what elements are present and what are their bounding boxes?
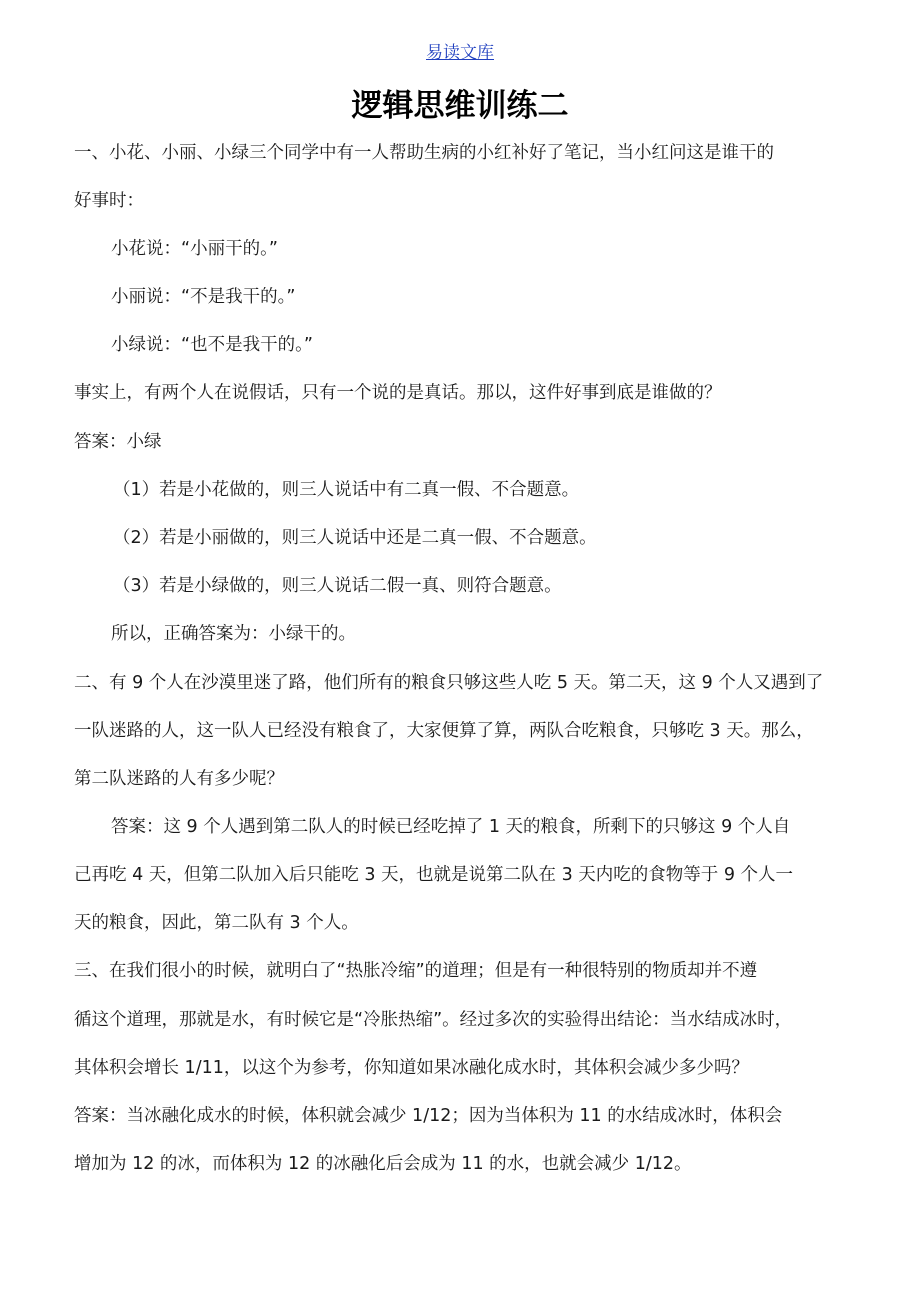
- q1-statement-xiaoli: 小丽说：“不是我干的。”: [111, 287, 296, 307]
- q1-answer: 答案：小绿: [74, 432, 162, 452]
- q2-answer-line-1: 答案：这 9 个人遇到第二队人的时候已经吃掉了 1 天的粮食，所剩下的只够这 9 个人自: [111, 817, 791, 837]
- q2-answer-line-3: 天的粮食，因此，第二队有 3 个人。: [74, 913, 359, 933]
- q1-text-line-2: 好事时：: [74, 191, 144, 211]
- q2-text-line-1: 二、有 9 个人在沙漠里迷了路，他们所有的粮食只够这些人吃 5 天。第二天，这 9 个人又遇到了: [74, 673, 824, 693]
- q3-text-line-1: 三、在我们很小的时候，就明白了“热胀冷缩”的道理；但是有一种很特别的物质却并不遵: [74, 961, 758, 981]
- q1-text-line-1: 一、小花、小丽、小绿三个同学中有一人帮助生病的小红补好了笔记，当小红问这是谁干的: [74, 143, 774, 163]
- header-link[interactable]: 易读文库: [426, 43, 494, 63]
- q1-conclusion: 所以，正确答案为：小绿干的。: [111, 624, 356, 644]
- q1-statement-xiaohua: 小花说：“小丽干的。”: [111, 239, 278, 259]
- q2-text-line-3: 第二队迷路的人有多少呢？: [74, 769, 284, 789]
- q1-reason-3: （3）若是小绿做的，则三人说话二假一真、则符合题意。: [113, 576, 562, 596]
- q3-answer-line-1: 答案：当冰融化成水的时候，体积就会减少 1/12；因为当体积为 11 的水结成冰时，体积会: [74, 1106, 783, 1126]
- q3-answer-line-2: 增加为 12 的冰，而体积为 12 的冰融化后会成为 11 的水，也就会减少 1/12。: [74, 1154, 692, 1174]
- page-title: 逻辑思维训练二: [351, 88, 569, 124]
- q1-question: 事实上，有两个人在说假话，只有一个说的是真话。那以，这件好事到底是谁做的？: [74, 383, 722, 403]
- q1-statement-xiaolv: 小绿说：“也不是我干的。”: [111, 335, 313, 355]
- q1-reason-2: （2）若是小丽做的，则三人说话中还是二真一假、不合题意。: [113, 528, 597, 548]
- q2-text-line-2: 一队迷路的人，这一队人已经没有粮食了，大家便算了算，两队合吃粮食，只够吃 3 天。那么，: [74, 721, 814, 741]
- q2-answer-line-2: 己再吃 4 天，但第二队加入后只能吃 3 天，也就是说第二队在 3 天内吃的食物等于 9 个人一: [74, 865, 794, 885]
- q3-text-line-2: 循这个道理，那就是水，有时候它是“冷胀热缩”。经过多次的实验得出结论：当水结成冰时，: [74, 1010, 793, 1030]
- q1-reason-1: （1）若是小花做的，则三人说话中有二真一假、不合题意。: [113, 480, 580, 500]
- q3-text-line-3: 其体积会增长 1/11，以这个为参考，你知道如果冰融化成水时，其体积会减少多少吗？: [74, 1058, 749, 1078]
